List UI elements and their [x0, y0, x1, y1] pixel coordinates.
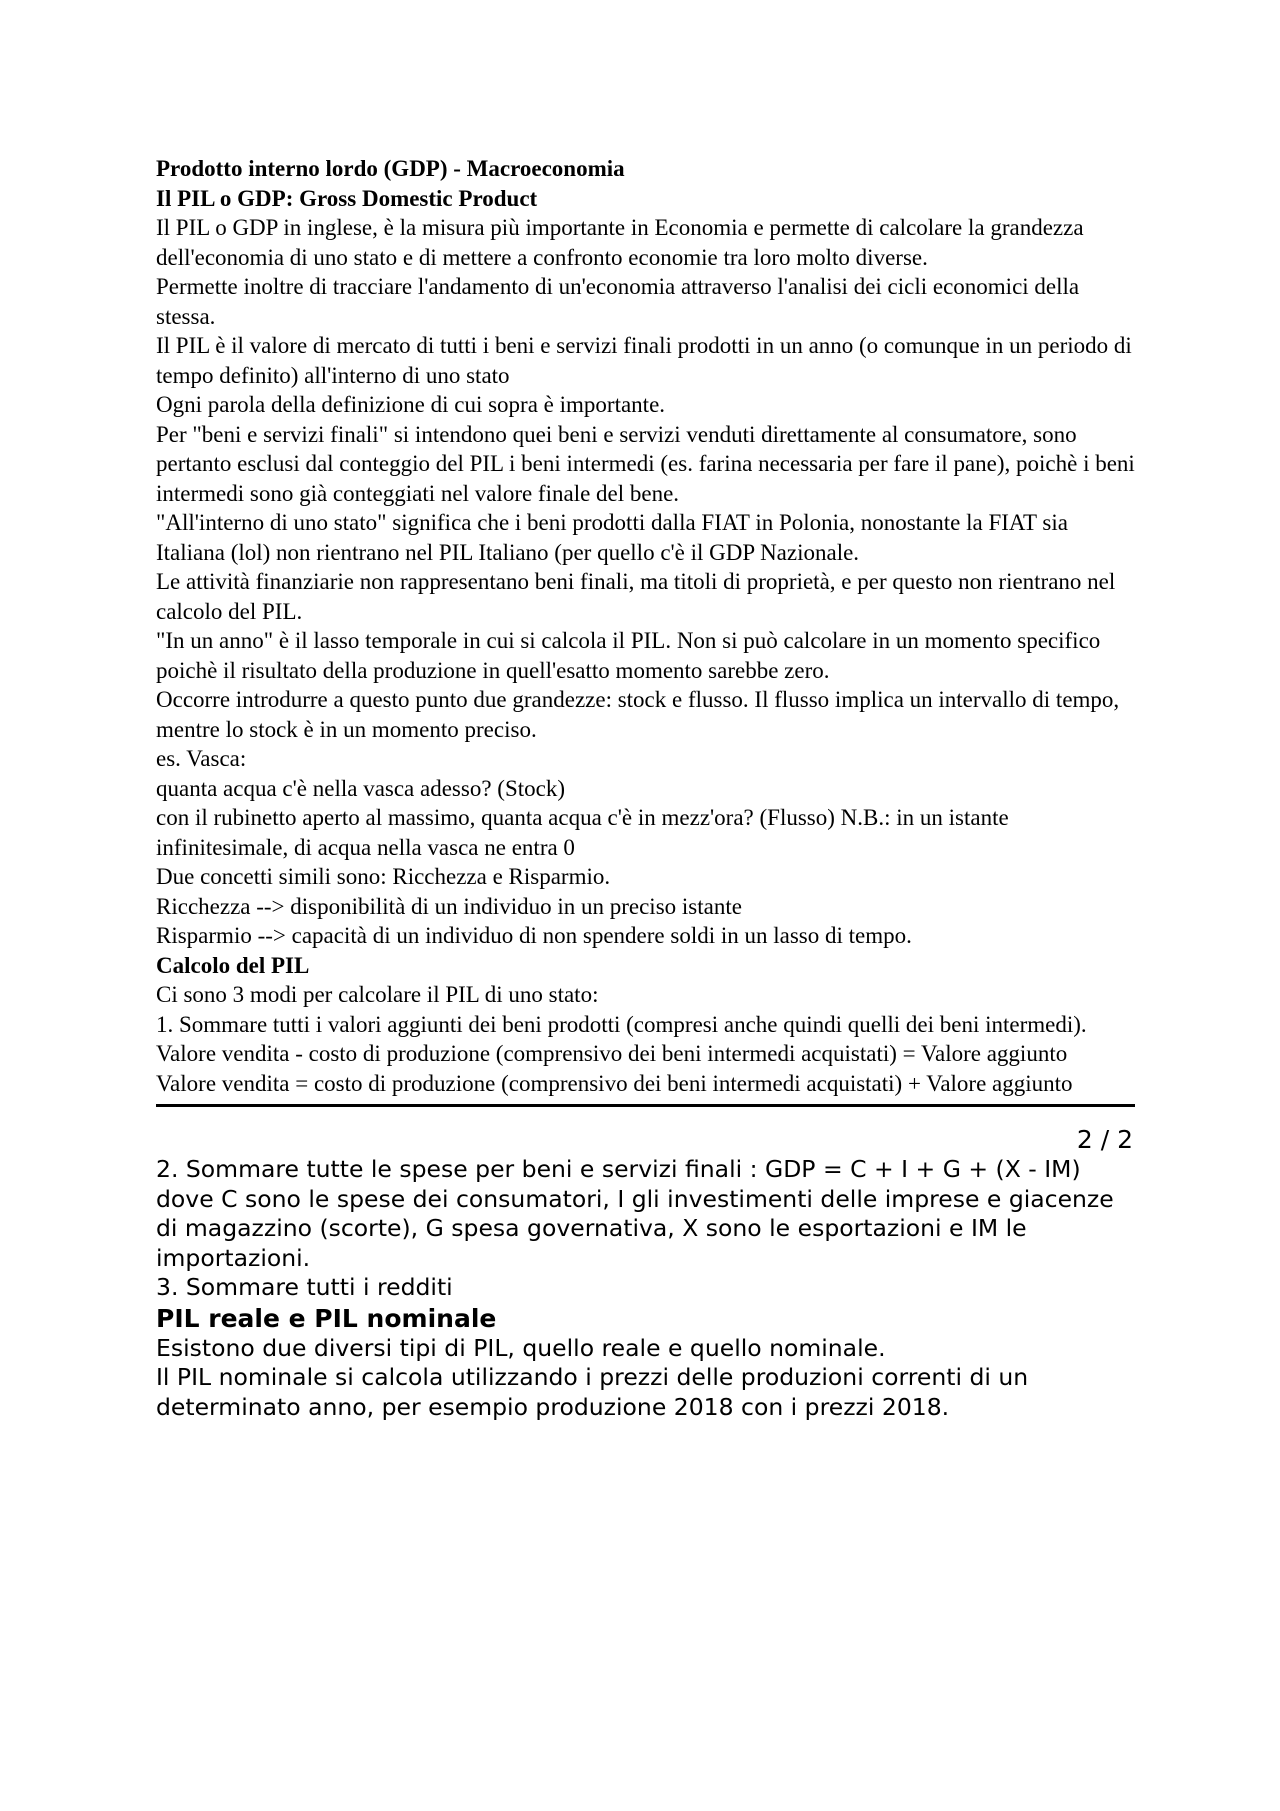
paragraph: Valore vendita = costo di produzione (comprensivo dei beni intermedi acquistati) + Valore aggiunto	[156, 1070, 1073, 1096]
page-number: 2 / 2	[1076, 1125, 1133, 1154]
paragraph: Ci sono 3 modi per calcolare il PIL di uno stato:	[156, 982, 599, 1007]
paragraph: dove C sono le spese dei consumatori, I gli investimenti delle imprese e giacenze di magazzino (scorte), G spesa governativa, X sono le esportazioni e IM le importazioni.	[156, 1184, 1114, 1272]
paragraph: Occorre introdurre a questo punto due grandezze: stock e flusso. Il flusso implica un intervallo di tempo, mentre lo stock è in un momento preciso.	[156, 687, 1120, 742]
paragraph: Il PIL è il valore di mercato di tutti i beni e servizi finali prodotti in un anno (o comunque in un periodo di tempo definito) all'interno di uno stato	[156, 333, 1132, 388]
paragraph: Per "beni e servizi finali" si intendono quei beni e servizi venduti direttamente al consumatore, sono pertanto esclusi dal conteggio del PIL i beni intermedi (es. farina necessaria per fare il pane), poichè i beni intermedi sono già conteggiati nel valore finale del bene.	[156, 421, 1135, 506]
page-divider	[156, 1104, 1135, 1107]
paragraph: 2. Sommare tutte le spese per beni e servizi finali : GDP = C + I + G + (X - IM)	[156, 1155, 1081, 1183]
paragraph: "All'interno di uno stato" significa che i beni prodotti dalla FIAT in Polonia, nonostante la FIAT sia Italiana (lol) non rientrano nel PIL Italiano (per quello c'è il GDP Nazionale.	[156, 510, 1068, 565]
section-heading-calcolo: Calcolo del PIL	[156, 952, 310, 978]
paragraph: Risparmio --> capacità di un individuo di non spendere soldi in un lasso di tempo.	[156, 923, 912, 948]
paragraph: quanta acqua c'è nella vasca adesso? (Stock)	[156, 775, 566, 801]
paragraph: con il rubinetto aperto al massimo, quanta acqua c'è in mezz'ora? (Flusso) N.B.: in un istante infinitesimale, di acqua nella vasca ne entra 0	[156, 805, 1009, 860]
paragraph: Due concetti simili sono: Ricchezza e Risparmio.	[156, 864, 611, 889]
paragraph: Valore vendita - costo di produzione (comprensivo dei beni intermedi acquistati) = Valore aggiunto	[156, 1041, 1068, 1066]
paragraph: Le attività finanziarie non rappresentano beni finali, ma titoli di proprietà, e per questo non rientrano nel calcolo del PIL.	[156, 569, 1116, 624]
paragraph: Ricchezza --> disponibilità di un individuo in un preciso istante	[156, 893, 742, 919]
document-title: Prodotto interno lordo (GDP) - Macroeconomia	[156, 156, 625, 181]
paragraph: Il PIL nominale si calcola utilizzando i prezzi delle produzioni correnti di un determinato anno, per esempio produzione 2018 con i prezzi 2018.	[156, 1363, 1029, 1421]
paragraph: es. Vasca:	[156, 746, 247, 771]
page-two-content	[156, 1155, 1141, 1422]
paragraph: Il PIL o GDP in inglese, è la misura più importante in Economia e permette di calcolare la grandezza dell'economia di uno stato e di mettere a confronto economie tra loro molto diverse.	[156, 215, 1084, 270]
paragraph: 1. Sommare tutti i valori aggiunti dei beni prodotti (compresi anche quindi quelli dei beni intermedi).	[156, 1011, 1087, 1037]
paragraph: Permette inoltre di tracciare l'andamento di un'economia attraverso l'analisi dei cicli economici della stessa.	[156, 274, 1080, 329]
paragraph: Ogni parola della definizione di cui sopra è importante.	[156, 392, 666, 417]
document-page	[156, 154, 1136, 1422]
paragraph: 3. Sommare tutti i redditi	[156, 1273, 453, 1301]
section-heading-pil-reale: PIL reale e PIL nominale	[156, 1303, 497, 1333]
page-one-content	[156, 154, 1136, 1098]
paragraph: "In un anno" è il lasso temporale in cui si calcola il PIL. Non si può calcolare in un momento specifico poichè il risultato della produzione in quell'esatto momento sarebbe zero.	[156, 628, 1101, 683]
paragraph: Esistono due diversi tipi di PIL, quello reale e quello nominale.	[156, 1333, 886, 1362]
section-heading-gdp: Il PIL o GDP: Gross Domestic Product	[156, 185, 538, 211]
